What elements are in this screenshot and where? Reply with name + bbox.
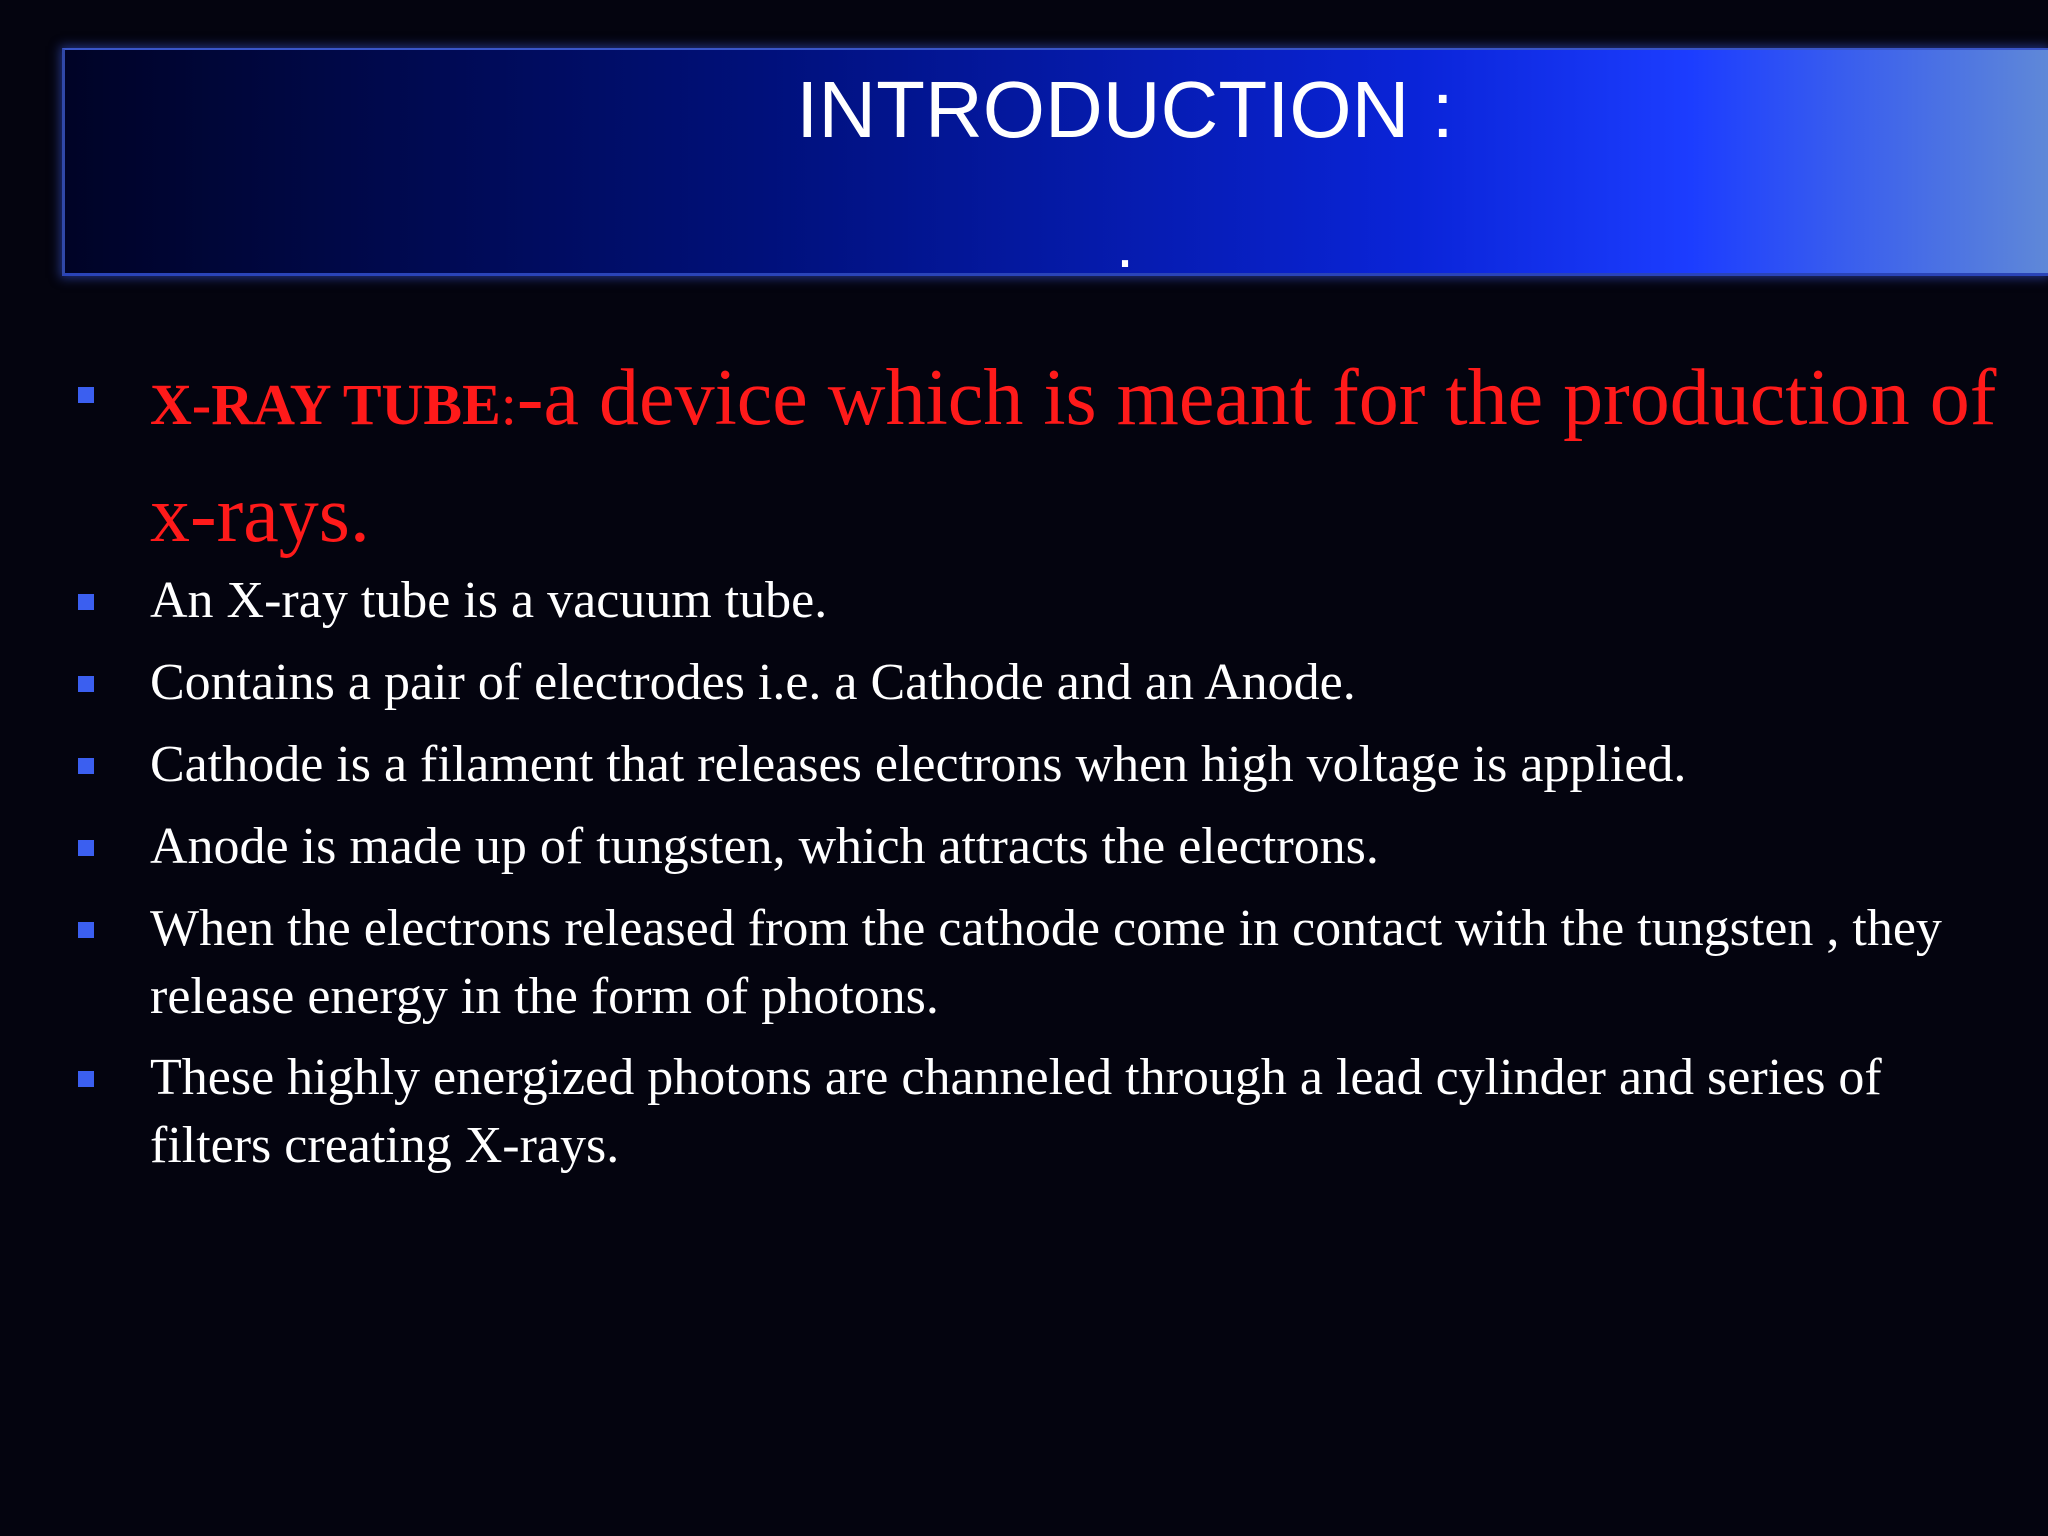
- bullet-marker-icon: [78, 1071, 94, 1087]
- title-subtitle-mark: .: [1116, 209, 1134, 281]
- bullet-marker-icon: [78, 922, 94, 938]
- bullet-item: An X-ray tube is a vacuum tube.: [150, 572, 828, 629]
- bullet-item-xray-tube: [150, 343, 2030, 570]
- bullet-item: Cathode is a filament that releases electrons when high voltage is applied.: [150, 736, 1687, 793]
- bullet-item: These highly energized photons are channeled through a lead cylinder and series of filters creating X-rays.: [150, 1049, 1882, 1174]
- bullet-marker-icon: [78, 676, 94, 692]
- bullet-text: -a device which is meant for the production of x-rays.: [150, 354, 1997, 559]
- bullet-item: Contains a pair of electrodes i.e. a Cathode and an Anode.: [150, 654, 1356, 711]
- slide-title: INTRODUCTION :: [796, 65, 1454, 154]
- bullet-separator: :: [500, 372, 517, 437]
- bullet-marker-icon: [78, 594, 94, 610]
- bullet-item: When the electrons released from the cathode come in contact with the tungsten , they release energy in the form of photons.: [150, 900, 1942, 1025]
- bullet-marker-icon: [78, 387, 94, 403]
- bullet-item: Anode is made up of tungsten, which attracts the electrons.: [150, 818, 1379, 875]
- bullet-marker-icon: [78, 758, 94, 774]
- bullet-marker-icon: [78, 840, 94, 856]
- title-banner: [62, 48, 2048, 281]
- bullet-label: X-RAY TUBE: [150, 372, 501, 437]
